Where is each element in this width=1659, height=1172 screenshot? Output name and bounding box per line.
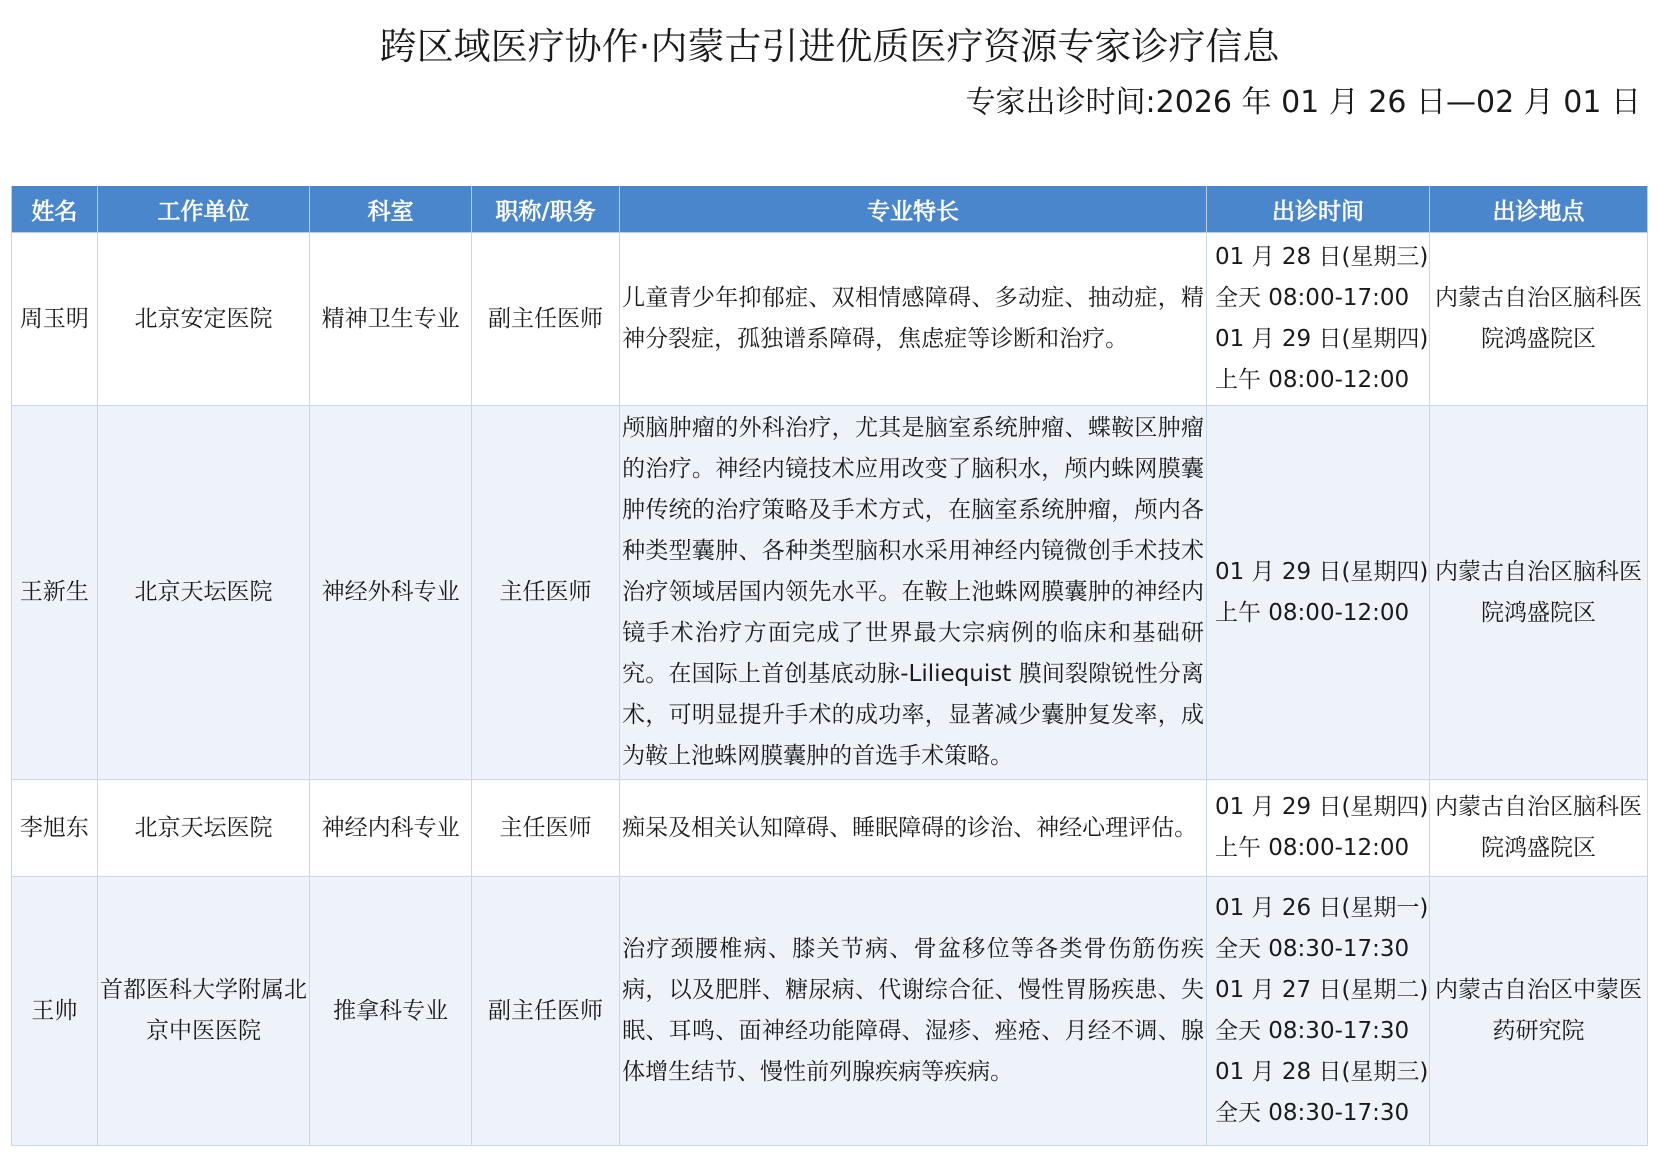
visit-time-line: 01 月 28 日(星期三) — [1214, 1059, 1429, 1085]
department: 神经内科专业 — [310, 780, 472, 877]
column-header-name: 姓名 — [12, 186, 98, 233]
work-unit: 北京天坛医院 — [97, 406, 310, 780]
specialty: 颅脑肿瘤的外科治疗，尤其是脑室系统肿瘤、蝶鞍区肿瘤的治疗。神经内镜技术应用改变了脑积水，颅内蛛网膜囊肿传统的治疗策略及手术方式，在脑室系统肿瘤，颅内各种类型囊肿、各种类型脑积水采用神经内镜微创手术技术治疗领域居国内领先水平。在鞍上池蛛网膜囊肿的神经内镜手术治疗方面完成了世界最大宗病例的临床和基础研究。在国际上首创基底动脉-Liliequist 膜间裂隙锐性分离术，可明显提升手术的成功率，显著减少囊肿复发率，成为鞍上池蛛网膜囊肿的首选手术策略。 — [620, 406, 1207, 780]
visit-time-line: 01 月 27 日(星期二) — [1214, 977, 1429, 1003]
column-header-title: 职称/职务 — [472, 186, 620, 233]
visit-time-line: 全天 08:30-17:30 — [1214, 1100, 1410, 1126]
job-title: 主任医师 — [472, 406, 620, 780]
specialty: 治疗颈腰椎病、膝关节病、骨盆移位等各类骨伤筋伤疾病，以及肥胖、糖尿病、代谢综合征、慢性胃肠疾患、失眠、耳鸣、面神经功能障碍、湿疹、痤疮、月经不调、腺体增生结节、慢性前列腺疾病等疾病。 — [620, 877, 1207, 1146]
visit-location: 内蒙古自治区脑科医院鸿盛院区 — [1430, 406, 1648, 780]
doctor-name: 王帅 — [12, 877, 98, 1146]
visit-location: 内蒙古自治区脑科医院鸿盛院区 — [1430, 233, 1648, 406]
visit-location: 内蒙古自治区中蒙医药研究院 — [1430, 877, 1648, 1146]
table-row — [12, 233, 1648, 406]
column-header-location: 出诊地点 — [1430, 186, 1648, 233]
visit-time-line: 全天 08:00-17:00 — [1214, 285, 1410, 311]
visit-time-line: 01 月 29 日(星期四) — [1214, 558, 1429, 585]
visit-time-line: 01 月 29 日(星期四) — [1214, 326, 1429, 352]
specialty: 痴呆及相关认知障碍、睡眠障碍的诊治、神经心理评估。 — [620, 780, 1207, 877]
visit-time-line: 01 月 29 日(星期四) — [1214, 794, 1429, 820]
column-header-time: 出诊时间 — [1206, 186, 1429, 233]
column-header-specialty: 专业特长 — [620, 186, 1207, 233]
page-title: 跨区域医疗协作·内蒙古引进优质医疗资源专家诊疗信息 — [379, 25, 1280, 68]
department: 神经外科专业 — [310, 406, 472, 780]
work-unit: 北京安定医院 — [97, 233, 310, 406]
visit-time-line: 01 月 28 日(星期三) — [1214, 244, 1429, 270]
work-unit: 北京天坛医院 — [97, 780, 310, 877]
department: 推拿科专业 — [310, 877, 472, 1146]
table-row — [12, 406, 1648, 780]
specialty: 儿童青少年抑郁症、双相情感障碍、多动症、抽动症，精神分裂症，孤独谱系障碍，焦虑症等诊断和治疗。 — [620, 233, 1207, 406]
job-title: 主任医师 — [472, 780, 620, 877]
visit-time — [1206, 406, 1429, 780]
visit-location: 内蒙古自治区脑科医院鸿盛院区 — [1430, 780, 1648, 877]
visit-time — [1206, 877, 1429, 1146]
doctor-name: 李旭东 — [12, 780, 98, 877]
column-header-unit: 工作单位 — [97, 186, 310, 233]
visit-time-line: 上午 08:00-12:00 — [1214, 367, 1410, 393]
visit-time-line: 上午 08:00-12:00 — [1214, 599, 1410, 626]
visit-time-line: 全天 08:30-17:30 — [1214, 936, 1410, 962]
department: 精神卫生专业 — [310, 233, 472, 406]
visit-time — [1206, 780, 1429, 877]
visit-time-line: 全天 08:30-17:30 — [1214, 1018, 1410, 1044]
visit-time — [1206, 233, 1429, 406]
doctor-name: 周玉明 — [12, 233, 98, 406]
date-range: 专家出诊时间:2026 年 01 月 26 日—02 月 01 日 — [965, 85, 1641, 120]
table-row — [12, 780, 1648, 877]
visit-time-line: 01 月 26 日(星期一) — [1214, 895, 1429, 921]
work-unit: 首都医科大学附属北京中医医院 — [97, 877, 310, 1146]
job-title: 副主任医师 — [472, 233, 620, 406]
doctor-name: 王新生 — [12, 406, 98, 780]
column-header-dept: 科室 — [310, 186, 472, 233]
table-header-row — [12, 186, 1648, 233]
job-title: 副主任医师 — [472, 877, 620, 1146]
table-row — [12, 877, 1648, 1146]
visit-time-line: 上午 08:00-12:00 — [1214, 835, 1410, 861]
schedule-table — [11, 186, 1648, 1146]
